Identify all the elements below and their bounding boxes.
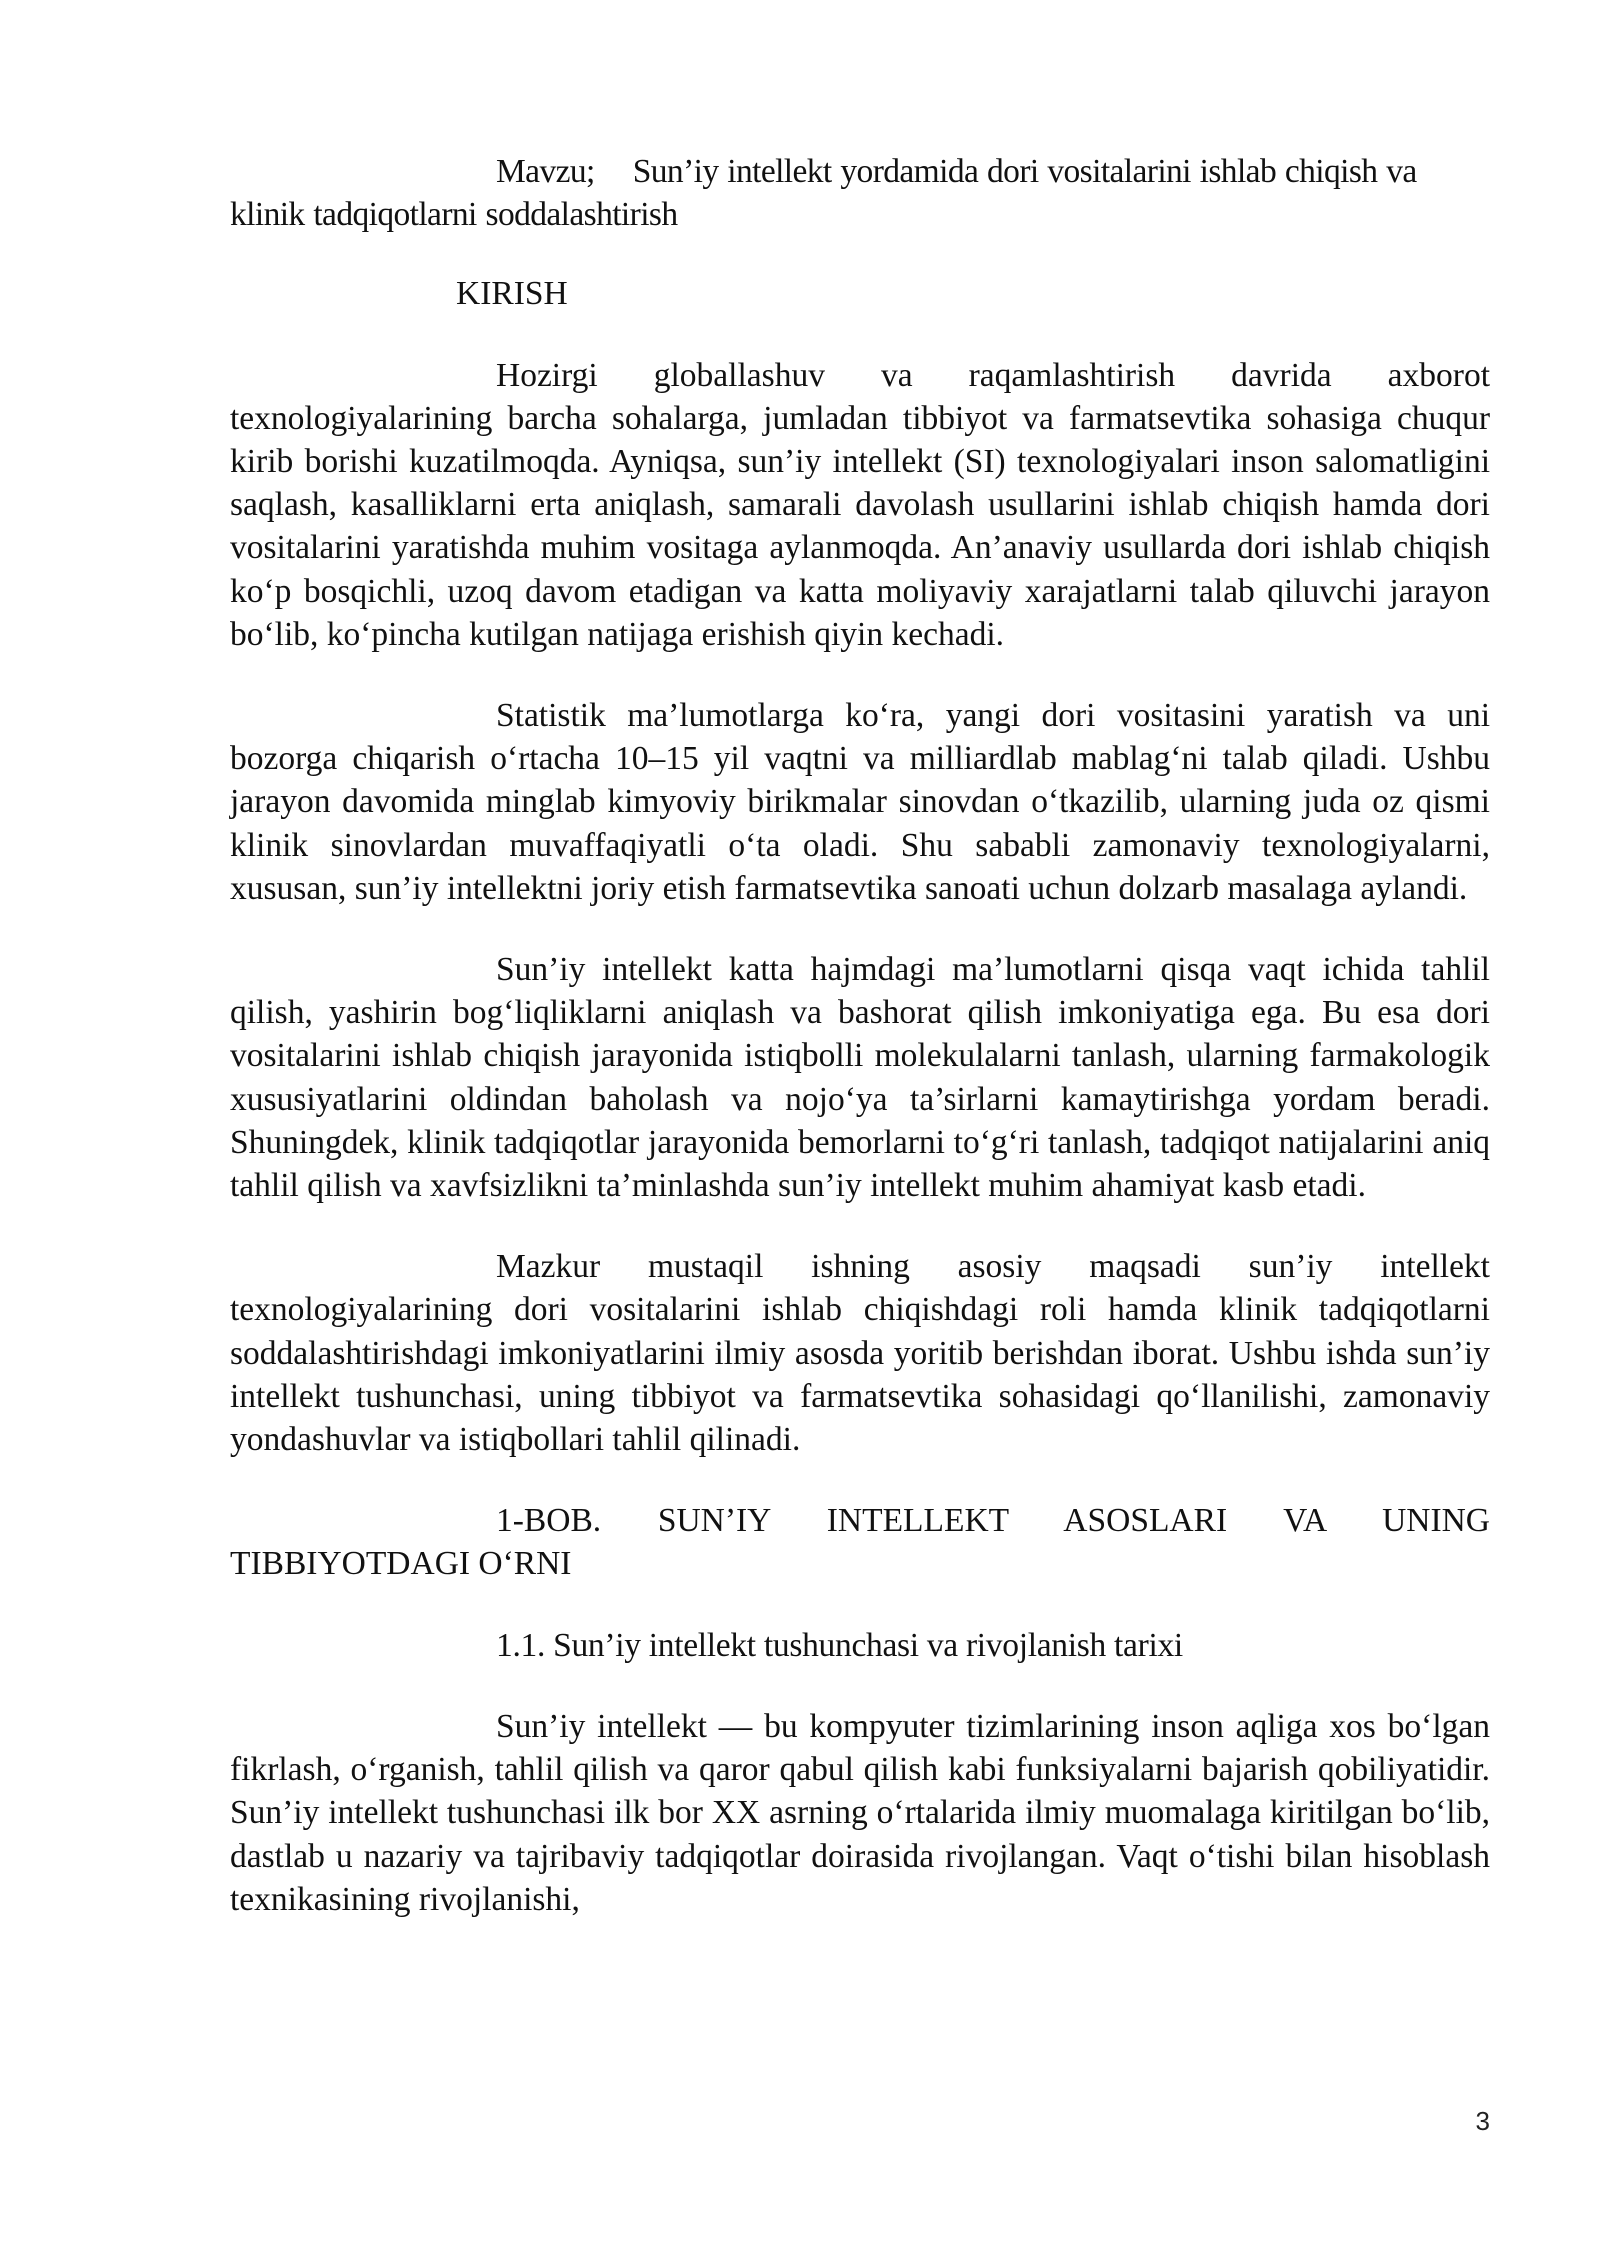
intro-heading: KIRISH [456,275,568,313]
chapter-heading: 1-BOB. SUN’IY INTELLEKT ASOSLARI VA UNING TIBBIYOTDAGI O‘RNI [230,1502,1490,1583]
topic-title: Sun’iy intellekt yordamida dori vositalarini ishlab chiqish va klinik tadqiqotlarni soddalashtirish [230,153,1417,234]
page-number: 3 [1475,2106,1490,2136]
page-content [230,150,1490,1959]
intro-paragraph-4: Mazkur mustaqil ishning asosiy maqsadi sun’iy intellekt texnologiyalarining dori vositalarini ishlab chiqishdagi roli hamda klinik tadqiqotlarni soddalashtirishdagi imkoniyatlarini ilmiy asosda yoritib berishdan iborat. Ushbu ishda sun’iy intellekt tushunchasi, uning tibbiyot va farmatsevtika sohasidagi qo‘llanilishi, zamonaviy yondashuvlar va istiqbollari tahlil qilinadi. [230,1248,1490,1459]
section-paragraph: Sun’iy intellekt — bu kompyuter tizimlarining inson aqliga xos bo‘lgan fikrlash, o‘rganish, tahlil qilish va qaror qabul qilish kabi funksiyalarni bajarish qobiliyatidir. Sun’iy intellekt tushunchasi ilk bor XX asrning o‘rtalarida ilmiy muomalaga kiritilgan bo‘lib, dastlab u nazariy va tajribaviy tadqiqotlar doirasida rivojlangan. Vaqt o‘tishi bilan hisoblash texnikasining rivojlanishi, [230,1707,1490,1918]
section-heading: 1.1. Sun’iy intellekt tushunchasi va rivojlanish tarixi [496,1626,1183,1664]
intro-paragraph-2: Statistik ma’lumotlarga ko‘ra, yangi dori vositasini yaratish va uni bozorga chiqarish o‘rtacha 10–15 yil vaqtni va milliardlab mablag‘ni talab qiladi. Ushbu jarayon davomida minglab kimyoviy birikmalar sinovdan o‘tkazilib, ularning juda oz qismi klinik sinovlardan muvaffaqiyatli o‘ta oladi. Shu sababli zamonaviy texnologiyalarni, xususan, sun’iy intellektni joriy etish farmatsevtika sanoati uchun dolzarb masalaga aylandi. [230,697,1490,907]
topic-label: Mavzu; [496,153,595,190]
intro-paragraph-1: Hozirgi globallashuv va raqamlashtirish davrida axborot texnologiyalarining barcha sohalarga, jumladan tibbiyot va farmatsevtika sohasiga chuqur kirib borishi kuzatilmoqda. Ayniqsa, sun’iy intellekt (SI) texnologiyalari inson salomatligini saqlash, kasalliklarni erta aniqlash, samarali davolash usullarini ishlab chiqish hamda dori vositalarini yaratishda muhim vositaga aylanmoqda. An’anaviy usullarda dori ishlab chiqish ko‘p bosqichli, uzoq davom etadigan va katta moliyaviy xarajatlarni talab qiluvchi jarayon bo‘lib, ko‘pincha kutilgan natijaga erishish qiyin kechadi. [230,356,1490,653]
topic-line [230,150,1490,236]
intro-paragraph-3: Sun’iy intellekt katta hajmdagi ma’lumotlarni qisqa vaqt ichida tahlil qilish, yashirin bog‘liqliklarni aniqlash va bashorat qilish imkoniyatiga ega. Bu esa dori vositalarini ishlab chiqish jarayonida istiqbolli molekulalarni tanlash, ularning farmakologik xususiyatlarini oldindan baholash va nojo‘ya ta’sirlarni kamaytirishga yordam beradi. Shuningdek, klinik tadqiqotlar jarayonida bemorlarni to‘g‘ri tanlash, tadqiqot natijalarini aniq tahlil qilish va xavfsizlikni ta’minlashda sun’iy intellekt muhim ahamiyat kasb etadi. [230,951,1490,1205]
